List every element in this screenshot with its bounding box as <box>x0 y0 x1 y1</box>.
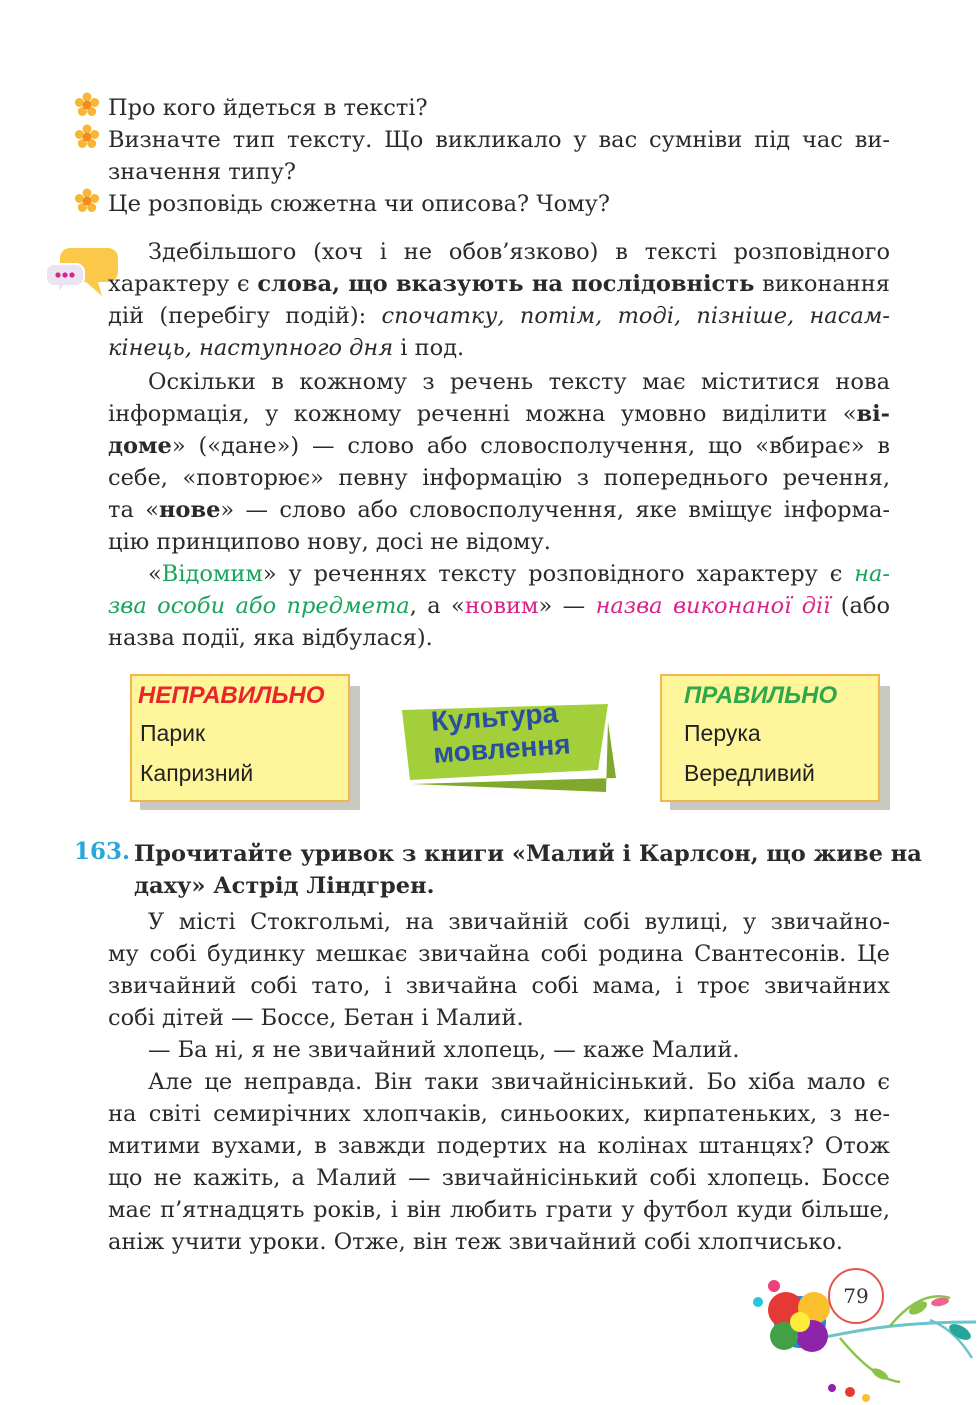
flower-bullet-icon <box>74 92 100 118</box>
paragraph-line: зва особи або предмета, а «новим» — назва виконаної дії (або <box>108 593 891 619</box>
page-number: 79 <box>828 1268 884 1324</box>
story-line: собі дітей — Боссе, Бетан і Малий. <box>108 1005 524 1031</box>
story-line: що не кажіть, а Малий — звичайнісінький собі хлопець. Боссе <box>108 1165 890 1191</box>
flower-bullet-icon <box>74 188 100 214</box>
culture-badge-line: мовлення <box>432 728 572 769</box>
right-word: Вередливий <box>684 760 815 786</box>
rule-text-line: кінець, наступного дня і под. <box>108 335 465 361</box>
story-line: має п’ятнадцять років, і він любить грати у футбол куди більше, <box>108 1197 890 1223</box>
paragraph-line: та «нове» — слово або словосполучення, яке вміщує інформа- <box>108 497 890 523</box>
paragraph-line: цію принципово нову, досі не відому. <box>108 529 551 555</box>
question-line: Про кого йдеться в тексті? <box>108 95 428 121</box>
paragraph-line: «Відомим» у реченнях тексту розповідного характеру є на- <box>148 561 890 587</box>
question-line: значення типу? <box>108 159 296 185</box>
exercise-number: 163. <box>74 838 131 865</box>
wrong-heading: НЕПРАВИЛЬНО <box>138 682 325 709</box>
question-line: Визначте тип тексту. Що викликало у вас сумніви під час ви- <box>108 127 890 153</box>
paragraph-line: Оскільки в кожному з речень тексту має міститися нова <box>148 369 890 395</box>
right-usage-card <box>660 674 880 802</box>
story-line: — Ба ні, я не звичайний хлопець, — каже Малий. <box>148 1037 740 1063</box>
story-line: звичайний собі тато, і звичайна собі мама, і троє звичайних <box>108 973 890 999</box>
flower-bullet-icon <box>74 124 100 150</box>
wrong-usage-card <box>130 674 350 802</box>
story-line: на світі семирічних хлопчаків, синьооких, кирпатеньких, з не- <box>108 1101 890 1127</box>
rule-text-line: дій (перебігу подій): спочатку, потім, тоді, пізніше, насам- <box>108 303 890 329</box>
story-line: му собі будинку мешкає звичайна собі родина Свантесонів. Це <box>108 941 890 967</box>
story-line: аніж учити уроки. Отже, він теж звичайний собі хлопчисько. <box>108 1229 843 1255</box>
paragraph-line: доме» («дане») — слово або словосполучення, що «вбирає» в <box>108 433 890 459</box>
culture-badge-label <box>430 694 604 770</box>
exercise-task: Прочитайте уривок з книги «Малий і Карлсон, що живе на <box>134 841 922 867</box>
wrong-word: Капризний <box>140 760 254 786</box>
right-heading: ПРАВИЛЬНО <box>684 682 838 709</box>
right-word: Перука <box>684 720 761 746</box>
rule-text-line: Здебільшого (хоч і не обов’язково) в тексті розповідного <box>148 239 890 265</box>
paragraph-line: себе, «повторює» певну інформацію з попереднього речення, <box>108 465 890 491</box>
paragraph-line: назва події, яка відбулася). <box>108 625 433 651</box>
exercise-task: даху» Астрід Ліндгрен. <box>134 873 435 899</box>
rule-text-line: характеру є слова, що вказують на послідовність виконання <box>108 271 890 297</box>
story-line: митими вухами, в завжди подертих на колінах штанцях? Отож <box>108 1133 890 1159</box>
culture-badge-line: Культура <box>430 697 559 737</box>
question-line: Це розповідь сюжетна чи описова? Чому? <box>108 191 610 217</box>
paragraph-line: інформація, у кожному реченні можна умовно виділити «ві- <box>108 401 890 427</box>
wrong-word: Парик <box>140 720 206 746</box>
story-line: Але це неправда. Він таки звичайнісінький. Бо хіба мало є <box>148 1069 890 1095</box>
story-line: У місті Стокгольмі, на звичайній собі вулиці, у звичайно- <box>148 909 890 935</box>
